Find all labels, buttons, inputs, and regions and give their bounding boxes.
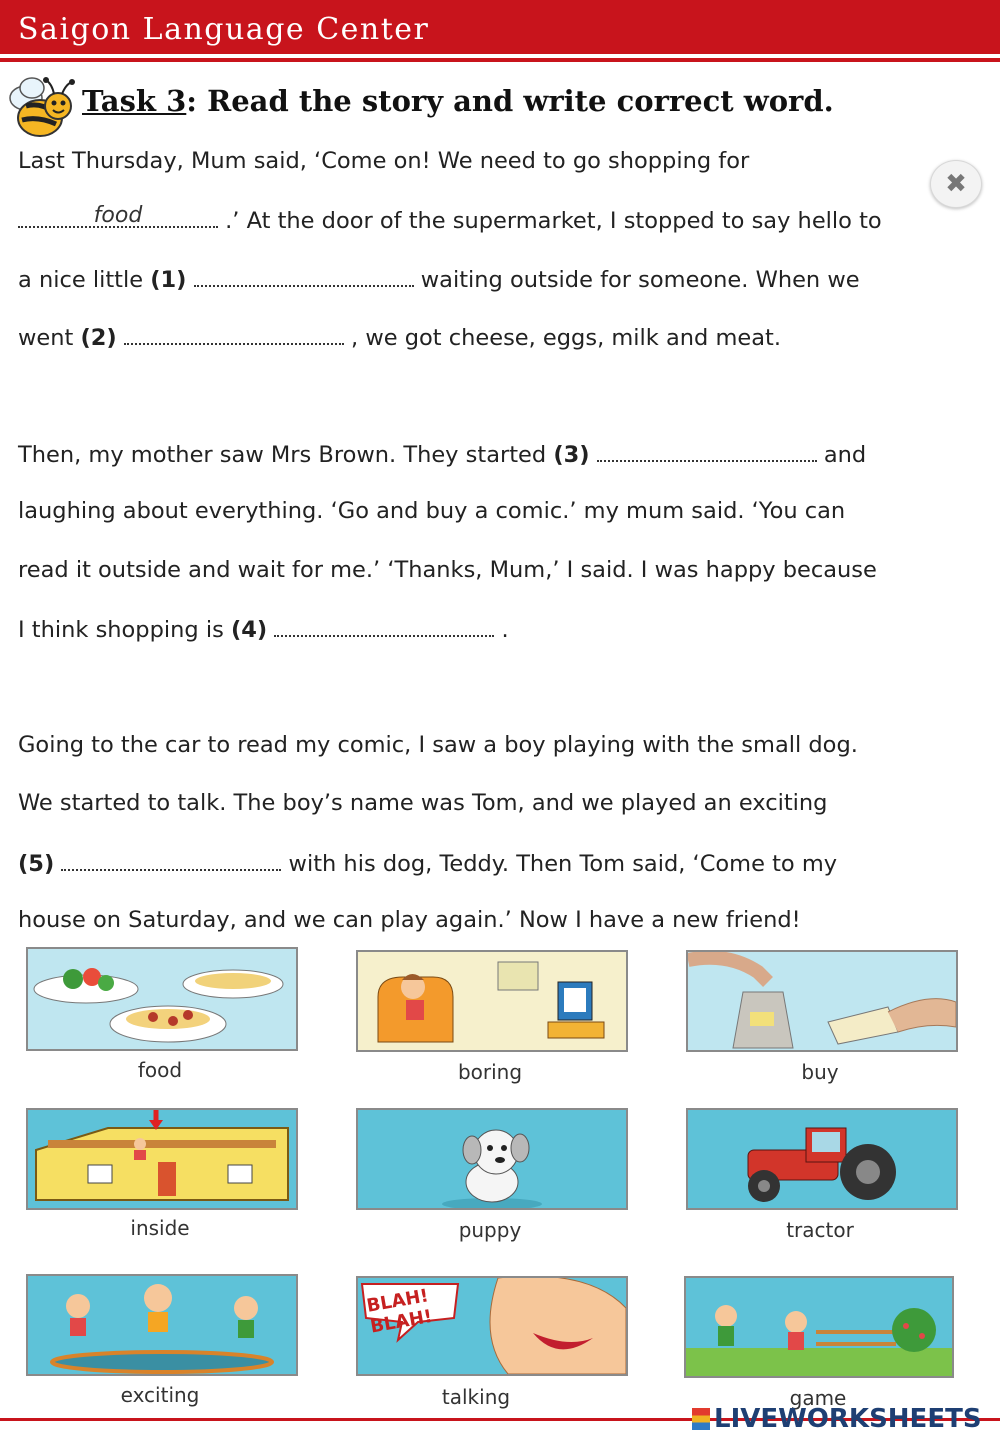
answer-input-4[interactable] (274, 611, 494, 635)
story-line: Then, my mother saw Mrs Brown. They started (3) and (18, 440, 866, 468)
answer-blank-5[interactable] (61, 849, 281, 871)
example-answer: food (93, 203, 143, 228)
header-bar (0, 0, 1000, 54)
buy-picture (686, 950, 958, 1052)
inside-picture (26, 1108, 298, 1210)
blah-text: BLAH! BLAH! (365, 1285, 434, 1338)
word-buy: buy (801, 1060, 839, 1084)
story-line: laughing about everything. ‘Go and buy a comic.’ my mum said. ‘You can (18, 498, 846, 524)
word-game: game (789, 1386, 847, 1410)
word-puppy: puppy (458, 1218, 522, 1242)
blank-number-1: (1) (150, 267, 187, 293)
story-line: went (2) , we got cheese, eggs, milk and meat. (18, 323, 781, 351)
tractor-picture (686, 1108, 958, 1210)
answer-input-3[interactable] (597, 436, 817, 460)
story-line: house on Saturday, and we can play again.’ Now I have a new friend! (18, 907, 801, 933)
answer-blank-4[interactable] (274, 615, 494, 637)
answer-blank-3[interactable] (597, 440, 817, 462)
game-picture (684, 1276, 954, 1378)
blank-number-3: (3) (553, 442, 590, 468)
blank-number-5: (5) (18, 851, 55, 877)
task-label: Task 3 (82, 84, 187, 118)
liveworksheets-mark-icon (692, 1408, 710, 1430)
answer-blank-1[interactable] (194, 265, 414, 287)
word-tractor: tractor (786, 1218, 854, 1242)
word-food: food (137, 1058, 183, 1082)
blank-number-2: (2) (80, 325, 117, 351)
answer-input-1[interactable] (194, 261, 414, 285)
bee-icon (2, 70, 80, 142)
word-talking: talking (441, 1385, 511, 1409)
header-divider (0, 58, 1000, 62)
task-heading (82, 84, 834, 118)
liveworksheets-logo[interactable]: LIVEWORKSHEETS (692, 1404, 982, 1434)
story-line: food .’ At the door of the supermarket, I stopped to say hello to (18, 206, 882, 234)
food-picture (26, 947, 298, 1051)
close-icon[interactable]: ✖ (930, 160, 982, 208)
word-exciting: exciting (120, 1383, 200, 1407)
task-instruction: : Read the story and write correct word. (186, 84, 834, 118)
boring-picture (356, 950, 628, 1052)
answer-input-2[interactable] (124, 319, 344, 343)
answer-blank-2[interactable] (124, 323, 344, 345)
word-boring: boring (457, 1060, 523, 1084)
blank-number-4: (4) (230, 617, 268, 643)
answer-input-5[interactable] (61, 845, 281, 869)
story-line: read it outside and wait for me.’ ‘Thanks, Mum,’ I said. I was happy because (18, 557, 877, 583)
example-blank (18, 203, 218, 228)
puppy-picture (356, 1108, 628, 1210)
exciting-picture (26, 1274, 298, 1376)
story-line: (5) with his dog, Teddy. Then Tom said, ‘Come to my (18, 849, 837, 877)
story-line: Last Thursday, Mum said, ‘Come on! We need to go shopping for (18, 148, 750, 174)
story-line: I think shopping is (4) . (18, 615, 509, 643)
school-title: Saigon Language Center (18, 12, 430, 47)
story-line: Going to the car to read my comic, I saw a boy playing with the small dog. (18, 732, 858, 758)
talking-picture (356, 1276, 628, 1376)
story-line: We started to talk. The boy’s name was Tom, and we played an exciting (18, 790, 828, 816)
word-inside: inside (130, 1216, 190, 1240)
story-line: a nice little (1) waiting outside for someone. When we (18, 265, 860, 293)
